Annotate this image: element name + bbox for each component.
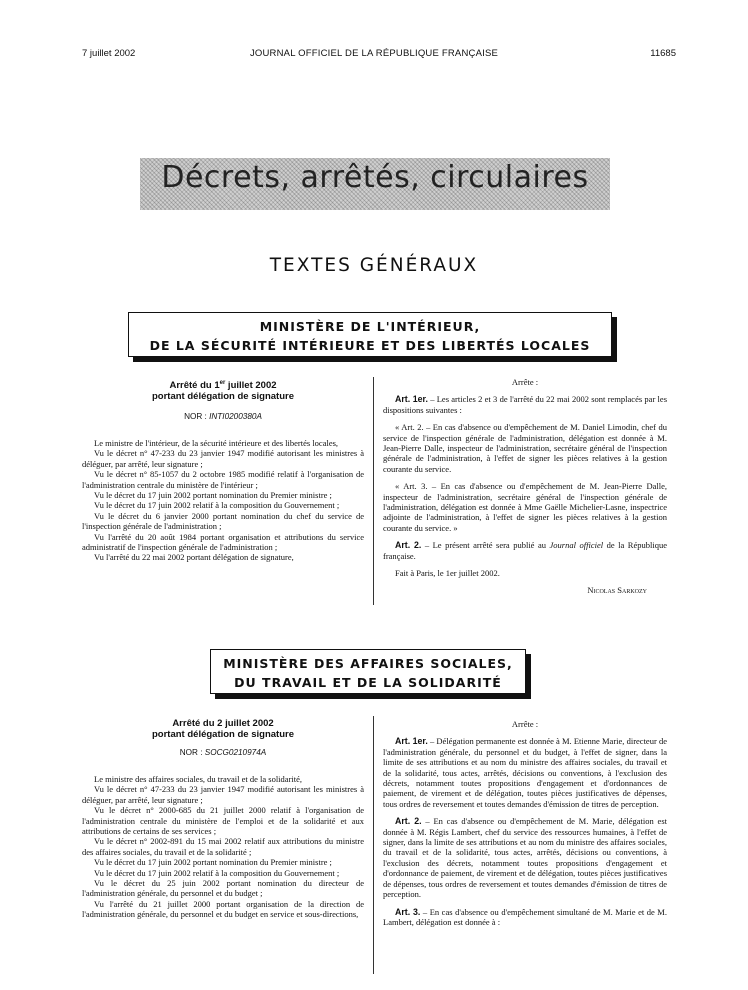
article-2-post: de la République française. [383,540,667,561]
fait-a-paris: Fait à Paris, le 1er juillet 2002. [395,568,500,579]
visa-paragraph: Vu l'arrêté du 22 mai 2002 portant délégation de signature, [94,552,294,563]
column-divider [373,716,374,974]
visa-paragraph: Vu le décret du 17 juin 2002 portant nomination du Premier ministre ; [94,857,332,868]
visa-paragraph: Vu l'arrêté du 21 juillet 2000 portant organisation de la direction de l'administration générale, du personnel et du budget en service et sous-directions, [82,898,364,920]
arrete-date-line: Arrêté du 2 juillet 2002 [172,718,274,729]
arrete-subject: portant délégation de signature [152,729,294,740]
article-1-text: – Délégation permanente est donnée à M. Etienne Marie, directeur de l'administration générale, du personnel et du budget, à l'effet de signer, dans la limite de ses attributions et au nom du ministre des affaires sociales, du travail et de la solidarité, tous actes, arrêtés, décisions ou conventions, à l'exclusion des décrets, notamment toutes propositions d'engagement et d'ordonnances de paiement, de virement et de délégation, toutes pièces justificatives de dépenses, tous ordres de reversement et toutes demandes d'émission de titres de perception. [383,736,667,809]
arrete1-articles [383,377,667,595]
article-3-label: Art. 3. [395,906,421,917]
visa-paragraph: Le ministre des affaires sociales, du travail et de la solidarité, [94,774,303,784]
nor-code: SOCG0210974A [204,748,267,757]
article-3 [383,907,667,928]
nor-code: INTI0200380A [209,412,262,421]
header-page-number: 11685 [650,48,676,59]
arrete2-articles [383,719,667,927]
ministry-line-2: DE LA SÉCURITÉ INTÉRIEURE ET DES LIBERTÉS LOCALES [149,338,591,353]
page-header [0,48,748,64]
visa-paragraph: Vu le décret du 6 janvier 2000 portant nomination du chef du service de l'inspection générale de l'administration ; [82,510,364,532]
ministry-line-2: DU TRAVAIL ET DE LA SOLIDARITÉ [234,675,502,690]
ministry-interieur-box [128,312,612,357]
article-2-journal: Journal officiel [549,540,604,551]
ministry-affaires-sociales-box [210,649,526,694]
ministry-line-1: MINISTÈRE DE L'INTÉRIEUR, [259,319,481,334]
visa-paragraph: Vu le décret n° 85-1057 du 2 octobre 1985 modifié relatif à l'organisation de l'administration centrale du ministère de l'intérieur ; [82,469,364,490]
visa-paragraph: Vu le décret n° 2000-685 du 21 juillet 2000 relatif à l'organisation de l'administration centrale du ministère de l'emploi et de la solidarité et aux attributions de certains de ses services ; [82,805,364,837]
article-1-text: – Les articles 2 et 3 de l'arrêté du 22 mai 2002 sont remplacés par les dispositions suivantes : [383,394,667,415]
visa-paragraph: Vu le décret du 25 juin 2002 portant nomination du directeur de l'administration générale, du personnel et du budget ; [82,878,364,899]
article-1-label: Art. 1er. [395,736,428,747]
nor-label: NOR : [179,748,205,757]
arrete-title [82,378,364,402]
nor-label: NOR : [184,412,210,421]
column-divider [373,377,374,605]
article-2-quote: « Art. 2. – En cas d'absence ou d'empêchement de M. Daniel Limodin, chef du service de l'inspection générale de l'administration, délégation est donnée à M. Jean-Pierre Dalle, inspecteur de l'administration, secrétaire général de l'inspection générale de l'administration, à l'effet de signer les pièces relatives à la gestion courante du service. [383,422,667,474]
arrete-date-line: Arrêté du 1er juillet 2002 [169,380,277,392]
arrete2-visas [82,774,364,920]
visa-paragraph: Vu le décret du 17 juin 2002 relatif à la composition du Gouvernement ; [94,500,340,511]
visa-paragraph: Vu le décret du 17 juin 2002 portant nomination du Premier ministre ; [94,490,332,501]
article-2-pre: – Le présent arrêté sera publié au [421,540,550,551]
visa-paragraph: Vu l'arrêté du 20 août 1984 portant organisation et attributions du service administratif de l'inspection générale de l'administration ; [82,531,364,553]
arrete-title [82,718,364,740]
arrete-label: Arrête : [511,377,539,387]
article-2-label: Art. 2. [395,816,422,827]
article-1-label: Art. 1er. [395,394,428,405]
section-title: TEXTES GÉNÉRAUX [269,255,479,276]
visa-paragraph: Vu le décret du 17 juin 2002 relatif à la composition du Gouvernement ; [94,867,340,878]
nor-reference [82,748,364,757]
ministry-line-1: MINISTÈRE DES AFFAIRES SOCIALES, [223,656,513,671]
visa-paragraph: Vu le décret n° 47-233 du 23 janvier 1947 modifié autorisant les ministres à déléguer, par arrêté, leur signature ; [82,448,364,469]
visa-paragraph: Vu le décret n° 47-233 du 23 janvier 1947 modifié autorisant les ministres à déléguer, par arrêté, leur signature ; [82,784,364,805]
article-1 [383,394,667,415]
article-2 [383,816,667,899]
arrete1-visas [82,438,364,563]
article-3-quote: « Art. 3. – En cas d'absence ou d'empêchement de M. Jean-Pierre Dalle, inspecteur de l'administration, secrétaire général de l'inspection générale de l'administration, délégation est donnée à Mme Gaëlle Michelier-Lasne, inspectrice adjointe de l'administration, à l'effet de signer les pièces relatives à la gestion courante du service. » [383,481,667,533]
visa-paragraph: Le ministre de l'intérieur, de la sécurité intérieure et des libertés locales, [94,438,339,448]
header-date: 7 juillet 2002 [82,48,136,59]
signature: Nicolas Sarkozy [587,584,647,595]
arrete-label: Arrête : [511,719,539,729]
arrete-subject: portant délégation de signature [152,391,294,403]
article-3-text: – En cas d'absence ou d'empêchement simultané de M. Marie et de M. Lambert, délégation est donnée à : [383,906,667,927]
article-2-text: – En cas d'absence ou d'empêchement de M. Marie, délégation est donnée à M. Régis Lambert, chef du service des ressources humaines, à l'effet de signer, dans la limite de ses attributions et au nom du ministre des affaires sociales, du travail et de la solidarité, tous actes, arrêtés, décisions ou conventions, à l'exclusion des décrets, notamment toutes propositions d'engagement et d'ordonnance de paiement, de virement et de délégation, toutes pièces justificatives de dépenses, tous ordres de reversement et toutes demandes d'émission de titres de perception. [383,816,667,900]
banner-title: Décrets, arrêtés, circulaires [161,160,589,195]
article-1 [383,736,667,809]
article-2-label: Art. 2. [395,540,422,551]
visa-paragraph: Vu le décret n° 2002-891 du 15 mai 2002 relatif aux attributions du ministre des affaires sociales, du travail et de la solidarité ; [82,836,364,857]
header-journal-title: JOURNAL OFFICIEL DE LA RÉPUBLIQUE FRANÇAISE [249,48,499,59]
article-2 [383,540,667,561]
nor-reference [82,412,364,421]
